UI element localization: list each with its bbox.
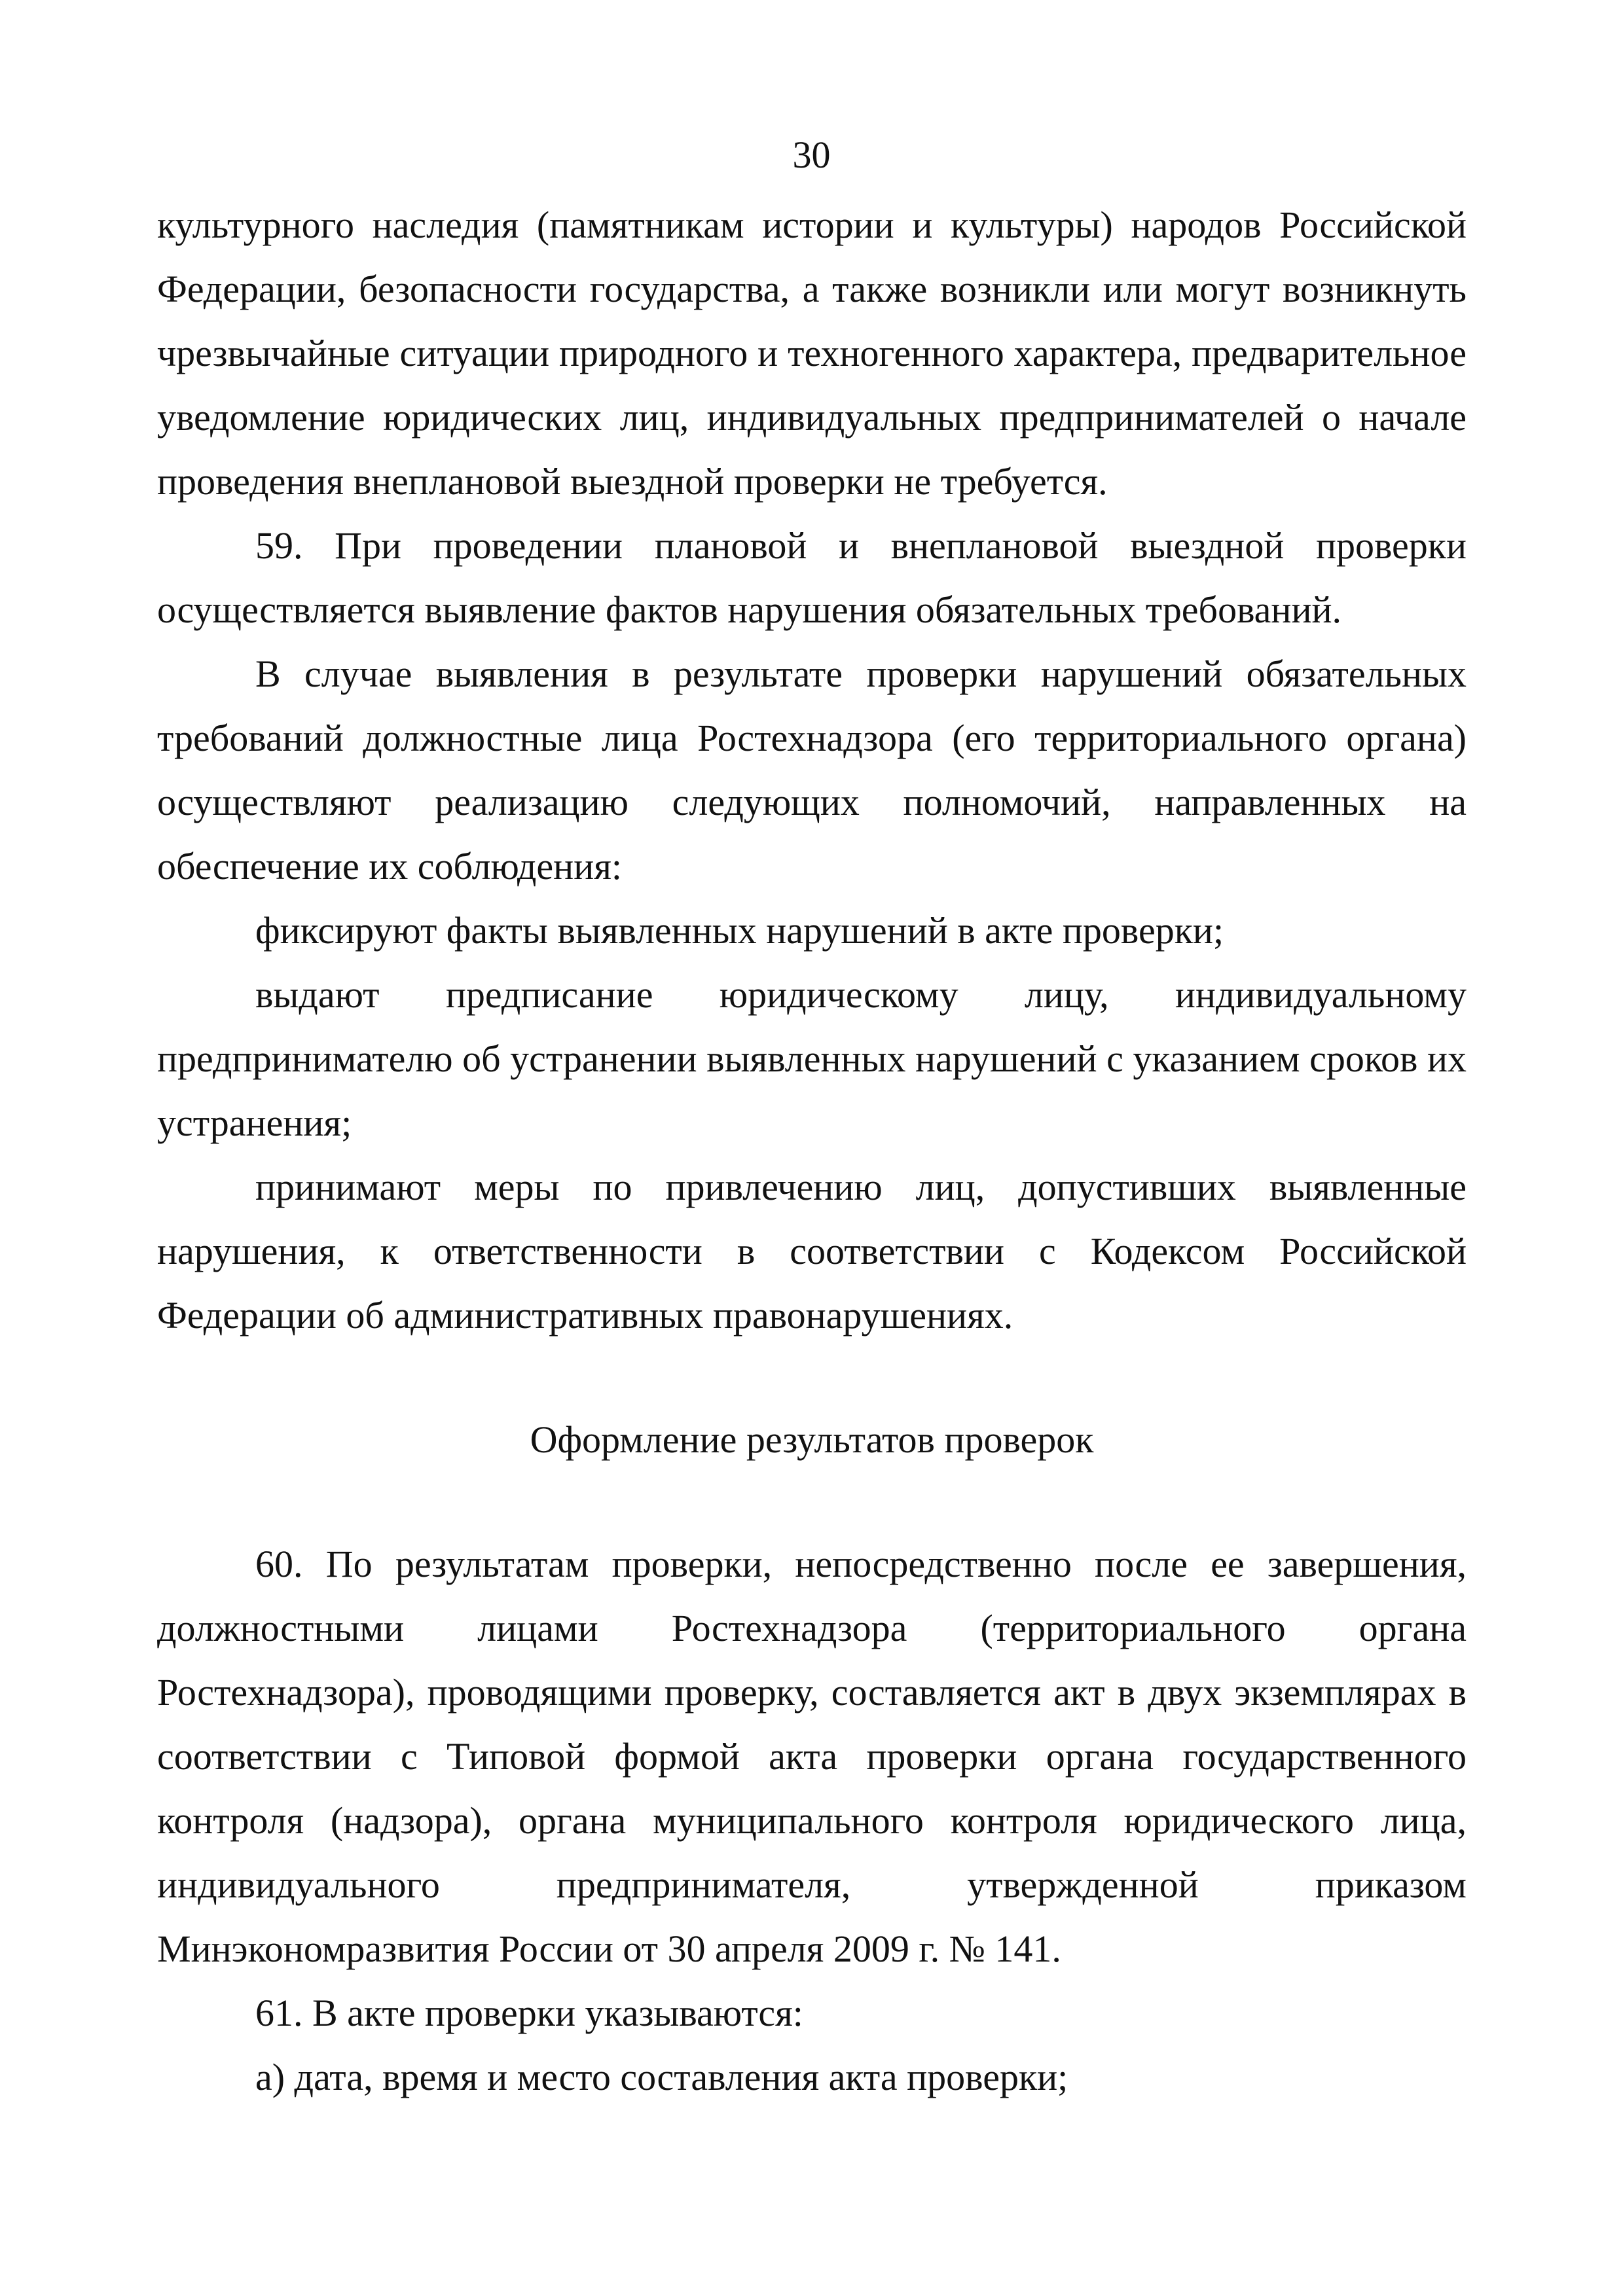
document-body [157,193,1467,2109]
page-number: 30 [792,134,831,176]
paragraph-60: 60. По результатам проверки, непосредственно после ее завершения, должностными лицами Ростехнадзора (территориального органа Ростехнадзора), проводящими проверку, составляется акт в двух экземплярах в соответствии с Типовой формой акта проверки органа государственного контроля (надзора), органа муниципального контроля юридического лица, индивидуального предпринимателя, утвержденной приказом Минэкономразвития России от 30 апреля 2009 г. № 141. [157,1543,1467,1970]
paragraph-continuation: культурного наследия (памятникам истории и культуры) народов Российской Федерации, безопасности государства, а также возникли или могут возникнуть чрезвычайные ситуации природного и техногенного характера, предварительное уведомление юридических лиц, индивидуальных предпринимателей о начале проведения внеплановой выездной проверки не требуется. [157,204,1467,503]
paragraph-take-measures: принимают меры по привлечению лиц, допустивших выявленные нарушения, к ответственности в соответствии с Кодексом Российской Федерации об административных правонарушениях. [157,1166,1467,1336]
paragraph-record-facts: фиксируют факты выявленных нарушений в акте проверки; [255,909,1224,952]
paragraph-violations: В случае выявления в результате проверки нарушений обязательных требований должностные лица Ростехнадзора (его территориального органа) осуществляют реализацию следующих полномочий, направленных на обеспечение их соблюдения: [157,653,1467,888]
paragraph-issue-order: выдают предписание юридическому лицу, индивидуальному предпринимателю об устранении выявленных нарушений с указанием сроков их устранения; [157,973,1467,1144]
paragraph-61-a: а) дата, время и место составления акта проверки; [255,2056,1068,2098]
paragraph-61: 61. В акте проверки указываются: [255,1992,803,2034]
paragraph-59: 59. При проведении плановой и внеплановой выездной проверки осуществляется выявление фактов нарушения обязательных требований. [157,524,1467,631]
section-heading: Оформление результатов проверок [530,1418,1094,1461]
